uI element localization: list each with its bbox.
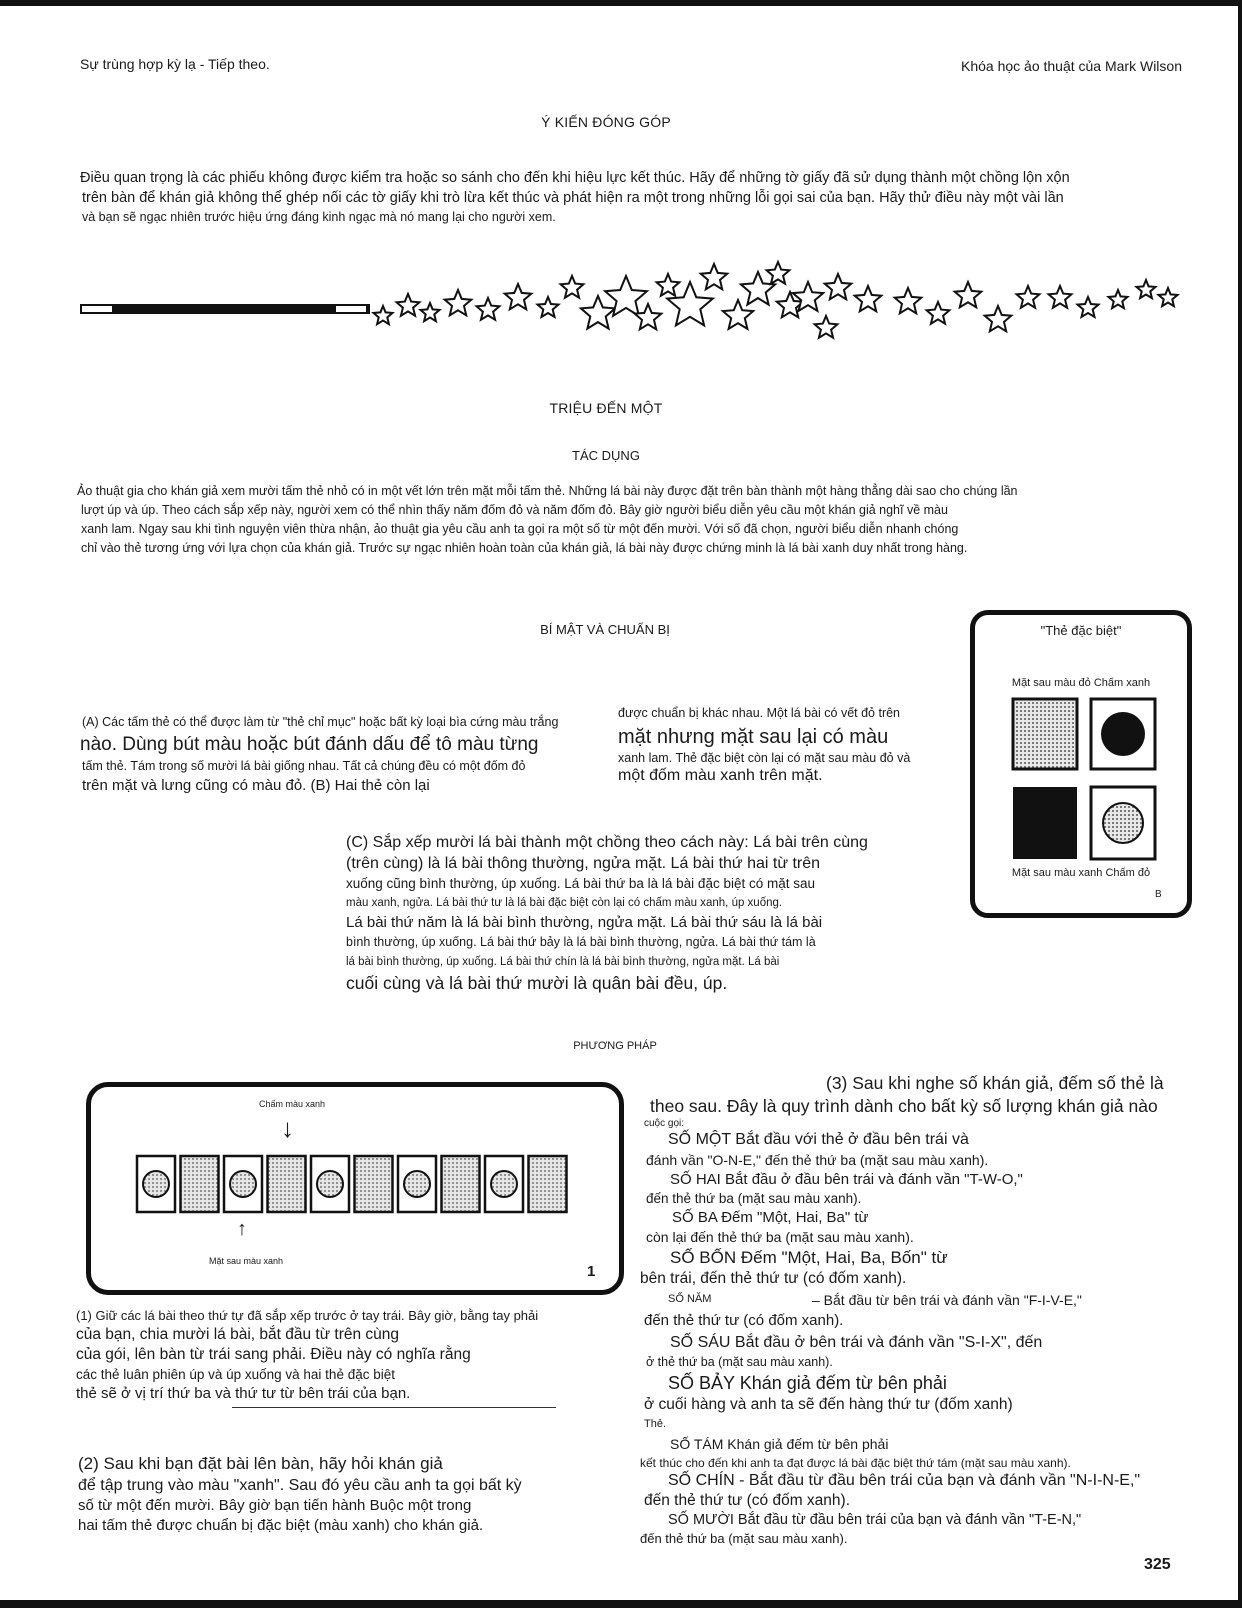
wand-shaft: [80, 304, 370, 314]
step-3-line: SỐ BA Đếm "Một, Hai, Ba" từ: [672, 1209, 869, 1226]
star-icon: [581, 296, 615, 329]
prep-a-line: tấm thẻ. Tám trong số mười lá bài giống nhau. Tất cả chúng đều có một đốm đỏ: [82, 759, 526, 773]
star-icon: [477, 298, 500, 320]
page-edge-bottom: [0, 1600, 1242, 1608]
page-edge-right: [1238, 0, 1242, 1608]
star-icon: [741, 272, 775, 305]
wand-tip: [82, 306, 112, 312]
step-3-line: còn lại đến thẻ thứ ba (mặt sau màu xanh).: [646, 1229, 914, 1245]
step-2-line: (2) Sau khi bạn đặt bài lên bàn, hãy hỏi khán giả: [78, 1454, 443, 1473]
spot-icon: [491, 1171, 517, 1197]
card-back: [355, 1156, 393, 1212]
card-blue-back: [1013, 787, 1077, 859]
prep-b-paragraph: [618, 704, 910, 786]
figure-1-number: 1: [587, 1263, 596, 1280]
arrow-down-icon: ↓: [281, 1113, 294, 1143]
secret-heading: BÍ MẬT VÀ CHUẨN BỊ: [540, 622, 670, 637]
blue-spot-icon: [1101, 712, 1145, 756]
feedback-paragraph: [80, 168, 1070, 227]
star-icon: [1137, 280, 1156, 298]
page-number: 325: [1144, 1556, 1171, 1573]
effect-paragraph: [77, 482, 1018, 558]
star-icon: [1159, 288, 1178, 306]
prep-c-line: lá bài bình thường, úp xuống. Lá bài thứ chín là lá bài bình thường, ngửa mặt. Lá bài: [346, 956, 780, 968]
step-1-line: của gói, lên bàn từ trái sang phải. Điều này có nghĩa rằng: [76, 1346, 471, 1363]
prep-b-line: được chuẩn bị khác nhau. Một lá bài có vết đỏ trên: [618, 706, 901, 720]
feedback-line: trên bàn để khán giả không thể ghép nối các tờ giấy khi trò lừa kết thúc và phát hiện ra một trong những lỗi gọi sai của bạn. Hãy thử điều này một vài lần: [82, 190, 1064, 206]
star-icon: [927, 302, 950, 324]
effect-line: Ảo thuật gia cho khán giả xem mười tấm thẻ nhỏ có in một vết lớn trên mặt mỗi tấm thẻ. Những lá bài này được đặt trên bàn thành một hàng thẳng dài sao cho chúng lần: [77, 484, 1018, 498]
step-3-five-row: [640, 1289, 1164, 1311]
step-1-rule: [232, 1407, 556, 1408]
star-icon: [701, 264, 728, 289]
prep-c-paragraph: [346, 832, 868, 994]
step-1-line: của bạn, chia mười lá bài, bắt đầu từ trên cùng: [76, 1326, 400, 1343]
step-2-paragraph: [78, 1453, 522, 1536]
star-icons: [374, 262, 1178, 338]
spot-icon: [317, 1171, 343, 1197]
star-icon: [767, 262, 790, 284]
effect-heading: TÁC DỤNG: [572, 448, 640, 463]
figure-1-bottom-label: Mặt sau màu xanh: [209, 1256, 284, 1266]
prep-b-line: một đốm màu xanh trên mặt.: [618, 767, 823, 784]
step-3-line: SỐ CHÍN - Bắt đầu từ đầu bên trái của bạn và đánh vần "N-I-N-E,": [668, 1472, 1141, 1489]
step-3-paragraph: [640, 1072, 1164, 1547]
step-3-line: SỐ BỐN Đếm "Một, Hai, Ba, Bốn" từ: [670, 1248, 948, 1267]
method-heading: PHƯƠNG PHÁP: [573, 1040, 657, 1052]
prep-c-line: (C) Sắp xếp mười lá bài thành một chồng theo cách này: Lá bài trên cùng: [346, 834, 868, 851]
step-3-line: Thẻ.: [644, 1418, 667, 1430]
step-3-line: (3) Sau khi nghe số khán giả, đếm số thẻ là: [826, 1073, 1164, 1093]
step-3-line: SỐ BẢY Khán giả đếm từ bên phải: [668, 1373, 947, 1393]
star-icon: [1109, 290, 1128, 308]
step-3-line: bên trái, đến thẻ thứ tư (có đốm xanh).: [640, 1270, 907, 1287]
prep-c-line: màu xanh, ngửa. Lá bài thứ tư là lá bài đặc biệt còn lại có chấm màu xanh, úp xuống.: [346, 897, 783, 909]
prep-c-line: xuống cũng bình thường, úp xuống. Lá bài thứ ba là lá bài đặc biệt có mặt sau: [346, 876, 815, 891]
star-icon: [635, 304, 662, 329]
step-3-line: đến thẻ thứ tư (có đốm xanh).: [644, 1492, 850, 1509]
spot-icon: [230, 1171, 256, 1197]
figure-1-top-label: Chấm màu xanh: [259, 1099, 326, 1109]
spot-icon: [404, 1171, 430, 1197]
step-3-line: ở cuối hàng và anh ta sẽ đến hàng thứ tư (đốm xanh): [644, 1396, 1013, 1413]
card-back: [442, 1156, 480, 1212]
star-icon: [505, 284, 532, 309]
step-3-line: đến thẻ thứ ba (mặt sau màu xanh).: [640, 1531, 848, 1546]
step-3-line: SỐ SÁU Bắt đầu ở bên trái và đánh vần "S-I-X", đến: [670, 1334, 1043, 1351]
figure-1-card-row: [86, 1082, 624, 1295]
step-3-line: SỐ HAI Bắt đầu ở đầu bên trái và đánh vần "T-W-O,": [670, 1171, 1023, 1188]
card-back: [268, 1156, 306, 1212]
special-cards-drawing: [1011, 697, 1161, 861]
step-1-line: các thẻ luân phiên úp và úp xuống và hai thẻ đặc biệt: [76, 1367, 395, 1382]
step-1-paragraph: [76, 1306, 538, 1404]
star-icon: [1078, 297, 1099, 317]
star-icon: [445, 290, 472, 315]
step-3-five-label: SỐ NĂM: [668, 1293, 712, 1305]
prep-a-paragraph: [82, 713, 558, 796]
star-icon: [1049, 286, 1072, 308]
star-icon: [955, 282, 982, 307]
step-2-line: số từ một đến mười. Bây giờ bạn tiến hành Buộc một trong: [78, 1497, 472, 1514]
prep-b-line: mặt nhưng mặt sau lại có màu: [618, 726, 889, 748]
step-3-line: SỐ MỘT Bắt đầu với thẻ ở đầu bên trái và: [668, 1131, 969, 1148]
magic-wand-stars-divider: [78, 258, 1208, 368]
prep-c-line: bình thường, úp xuống. Lá bài thứ bảy là lá bài bình thường, ngửa. Lá bài thứ tám là: [346, 935, 816, 949]
prep-a-line: (A) Các tấm thẻ có thể được làm từ "thẻ chỉ mục" hoặc bất kỳ loại bìa cứng màu trắng: [82, 715, 559, 729]
card-red-back: [1013, 699, 1077, 769]
star-icon: [657, 274, 680, 296]
effect-line: lượt úp và úp. Theo cách sắp xếp này, người xem có thể nhìn thấy năm đốm đỏ và năm đốm đỏ. Bây giờ người biểu diễn yêu cầu một khán giả nghĩ về màu: [81, 503, 948, 517]
star-icon: [895, 288, 922, 313]
step-3-line: theo sau. Đây là quy trình dành cho bất kỳ số lượng khán giả nào: [650, 1096, 1158, 1116]
prep-a-line: trên mặt và lưng cũng có màu đỏ. (B) Hai thẻ còn lại: [82, 777, 430, 794]
step-3-line: cuộc gọi:: [644, 1118, 685, 1129]
star-icon: [561, 276, 584, 298]
prep-c-line: Lá bài thứ năm là lá bài bình thường, ngửa mặt. Lá bài thứ sáu là lá bài: [346, 914, 823, 931]
step-2-line: hai tấm thẻ được chuẩn bị đặc biệt (màu xanh) cho khán giả.: [78, 1517, 484, 1534]
effect-line: xanh lam. Ngay sau khi tình nguyện viên thừa nhận, ảo thuật gia yêu cầu anh ta gọi ra một số từ một đến mười. Với số đã chọn, người biểu diễn nhanh chóng: [81, 522, 959, 536]
step-2-line: để tập trung vào màu "xanh". Sau đó yêu cầu anh ta gọi bất kỳ: [78, 1477, 522, 1494]
step-3-line: SỐ MƯỜI Bắt đầu từ đầu bên trái của bạn và đánh vần "T-E-N,": [668, 1512, 1082, 1528]
star-icon: [397, 294, 420, 316]
special-cards-bottom-caption: Mặt sau màu xanh Chấm đỏ: [1011, 867, 1151, 879]
star-icon: [985, 306, 1012, 331]
star-icon: [374, 306, 393, 324]
running-header-right: Khóa học ảo thuật của Mark Wilson: [960, 58, 1182, 74]
red-spot-icon: [1103, 803, 1143, 843]
prep-c-line: (trên cùng) là lá bài thông thường, ngửa mặt. Lá bài thứ hai từ trên: [346, 855, 821, 872]
star-icon: [825, 274, 852, 299]
trick-title: TRIỆU ĐẾN MỘT: [549, 400, 663, 416]
star-icon: [1017, 286, 1040, 308]
wand-tip: [336, 306, 366, 312]
star-icon: [538, 297, 559, 317]
card-back: [181, 1156, 219, 1212]
page-edge-top: [0, 0, 1242, 6]
step-3-line: đánh vần "O-N-E," đến thẻ thứ ba (mặt sau màu xanh).: [646, 1152, 989, 1168]
step-3-line: kết thúc cho đến khi anh ta đạt được lá bài đặc biệt thứ tám (mặt sau màu xanh).: [640, 1456, 1071, 1470]
special-cards-figure: [970, 610, 1192, 918]
step-3-line: SỐ TÁM Khán giả đếm từ bên phải: [670, 1436, 889, 1452]
feedback-line: và bạn sẽ ngạc nhiên trước hiệu ứng đáng kinh ngạc mà nó mang lại cho người xem.: [82, 210, 556, 224]
step-3-five-text: – Bắt đầu từ bên trái và đánh vần "F-I-V-E,": [812, 1292, 1082, 1308]
arrow-up-icon: ↑: [237, 1218, 247, 1240]
special-cards-top-caption: Mặt sau màu đỏ Chấm xanh: [1011, 677, 1151, 689]
star-icon: [855, 286, 882, 311]
special-cards-letter: B: [1155, 889, 1162, 900]
star-icon: [421, 303, 440, 321]
step-3-line: đến thẻ thứ tư (có đốm xanh).: [644, 1312, 844, 1329]
special-cards-title: "Thẻ đặc biệt": [1040, 623, 1122, 638]
step-1-line: thẻ sẽ ở vị trí thứ ba và thứ tư từ bên trái của bạn.: [76, 1385, 411, 1402]
card-back: [529, 1156, 567, 1212]
step-3-line: ở thẻ thứ ba (mặt sau màu xanh).: [646, 1355, 833, 1369]
running-header-left: Sự trùng hợp kỳ lạ - Tiếp theo.: [80, 56, 270, 72]
step-3-line: đến thẻ thứ ba (mặt sau màu xanh).: [646, 1191, 862, 1206]
feedback-heading: Ý KIẾN ĐÓNG GÓP: [541, 114, 671, 130]
prep-a-line: nào. Dùng bút màu hoặc bút đánh dấu để tô màu từng: [80, 734, 539, 755]
prep-b-line: xanh lam. Thẻ đặc biệt còn lại có mặt sau màu đỏ và: [618, 751, 911, 765]
effect-line: chỉ vào thẻ tương ứng với lựa chọn của khán giả. Trước sự ngạc nhiên hoàn toàn của khán giả, lá bài này được chứng minh là lá bài xanh duy nhất trong hàng.: [81, 541, 968, 555]
feedback-line: Điều quan trọng là các phiếu không được kiểm tra hoặc so sánh cho đến khi hiệu lực kết thúc. Hãy để những tờ giấy đã sử dụng thành một chồng lộn xộn: [80, 170, 1070, 186]
prep-c-line: cuối cùng và lá bài thứ mười là quân bài đều, úp.: [346, 973, 728, 993]
star-icon: [815, 316, 838, 338]
step-1-line: (1) Giữ các lá bài theo thứ tự đã sắp xếp trước ở tay trái. Bây giờ, bằng tay phải: [76, 1308, 539, 1323]
spot-icon: [143, 1171, 169, 1197]
card-row-drawing: [135, 1153, 575, 1215]
